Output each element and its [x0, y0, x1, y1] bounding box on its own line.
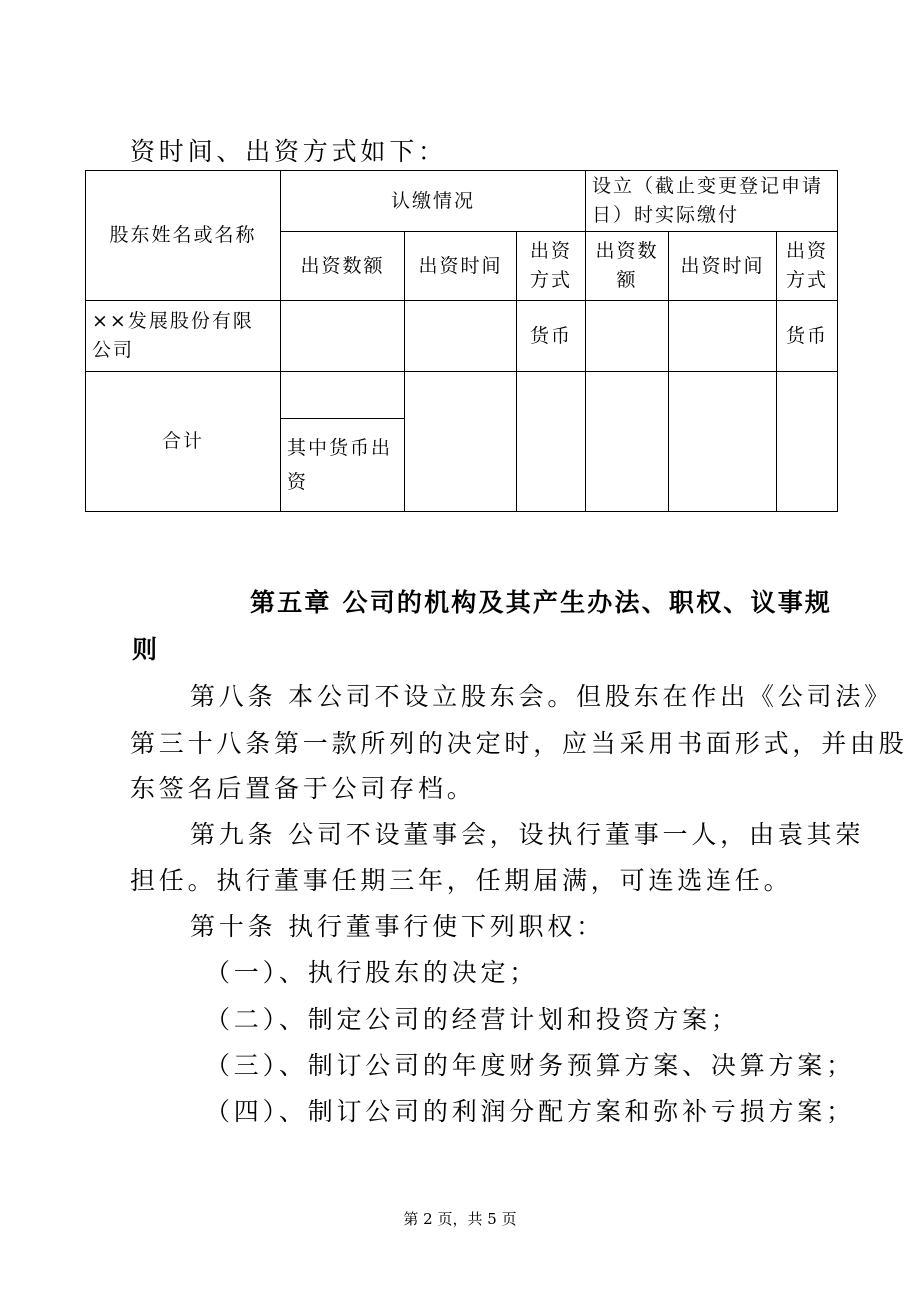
header-paid-time: 出资时间 [669, 232, 777, 301]
article-10-heading: 第十条 执行董事行使下列职权： [190, 912, 605, 941]
header-subscribed: 认缴情况 [281, 171, 586, 232]
cell-total-method [517, 372, 586, 512]
cell-total-amount [281, 372, 405, 419]
cell-paid-method: 货币 [777, 301, 838, 372]
total-label: 合计 [86, 372, 281, 512]
article-9-line-1: 第九条 公司不设董事会，设执行董事一人，由袁其荣 [190, 820, 865, 849]
table-row [86, 301, 838, 372]
article-10-item-2: （二）、制定公司的经营计划和投资方案； [205, 1005, 740, 1034]
header-sub-method: 出资方式 [517, 232, 586, 301]
cell-total-paid-time [669, 372, 777, 512]
article-10-item-4: （四）、制订公司的利润分配方案和弥补亏损方案； [205, 1097, 855, 1126]
article-8-line-2: 第三十八条第一款所列的决定时，应当采用书面形式，并由股 [130, 729, 908, 758]
article-10-item-1: （一）、执行股东的决定； [205, 958, 539, 987]
article-8-line-1: 第八条 本公司不设立股东会。但股东在作出《公司法》 [190, 682, 893, 711]
shareholder-name: ××发展股份有限公司 [86, 301, 281, 372]
cell-sub-method: 货币 [517, 301, 586, 372]
header-paid-method: 出资方式 [777, 232, 838, 301]
header-paid-amount: 出资数额 [586, 232, 669, 301]
cell-total-paid-amount [586, 372, 669, 512]
cell-total-paid-method [777, 372, 838, 512]
header-paid: 设立（截止变更登记申请日）时实际缴付 [586, 171, 838, 232]
article-10-item-3: （三）、制订公司的年度财务预算方案、决算方案； [205, 1051, 855, 1080]
page-footer: 第 2 页，共 5 页 [403, 1210, 517, 1228]
cash-contribution-label: 其中货币出资 [281, 419, 405, 512]
cell-paid-time [669, 301, 777, 372]
cell-total-time [405, 372, 517, 512]
cell-sub-time [405, 301, 517, 372]
header-shareholder: 股东姓名或名称 [86, 171, 281, 301]
intro-line: 资时间、出资方式如下： [130, 137, 447, 166]
article-9-line-2: 担任。执行董事任期三年，任期届满，可连选连任。 [130, 866, 793, 895]
cell-paid-amount [586, 301, 669, 372]
chapter-title-tail: 则 [132, 635, 158, 664]
chapter-title: 第五章 公司的机构及其产生办法、职权、议事规 [250, 588, 833, 617]
table-row-total [86, 372, 838, 419]
article-8-line-3: 东签名后置备于公司存档。 [130, 774, 476, 803]
capital-contribution-table [85, 170, 838, 512]
header-sub-time: 出资时间 [405, 232, 517, 301]
header-sub-amount: 出资数额 [281, 232, 405, 301]
cell-sub-amount [281, 301, 405, 372]
